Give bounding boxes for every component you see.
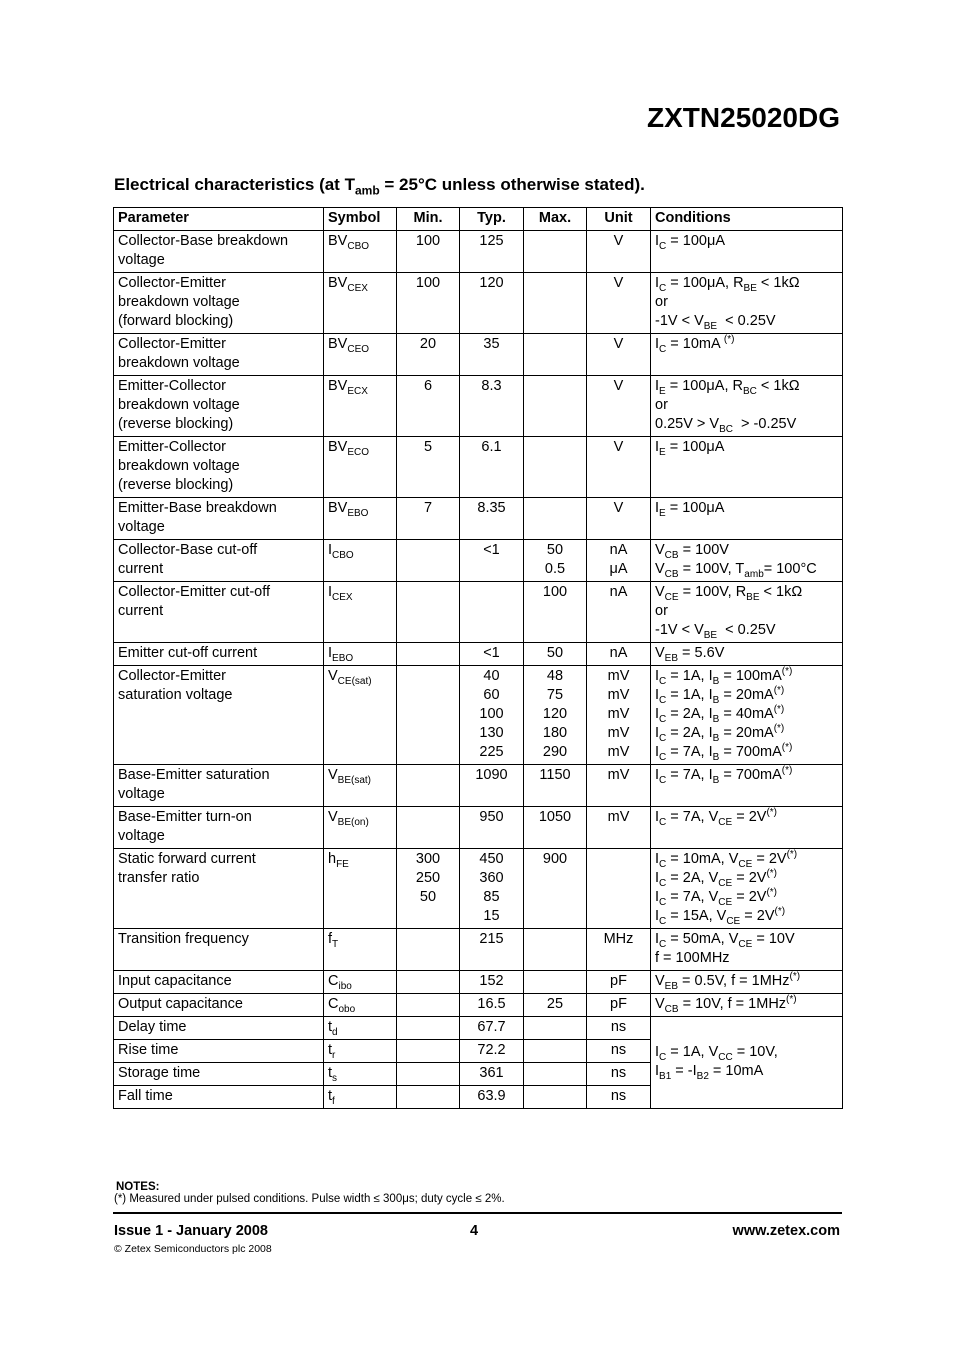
parameter-cell: Collector-Base breakdown voltage [114,231,324,273]
symbol-cell: $f_T$ [324,929,397,971]
parameter-cell: Emitter-Collector breakdown voltage (reverse blocking) [114,437,324,498]
max-cell [524,231,587,273]
conditions-cell: $I_C = 100\mu A$, $R_{BE} < 1k\Omega$ or $-1V < V_{BE} < 0.25V$ [651,273,843,334]
max-cell [524,929,587,971]
typ-cell: 6.1 [460,437,524,498]
typ-cell [460,582,524,643]
symbol-cell: $BV_{ECO}$ [324,437,397,498]
conditions-cell: $I_E = 100\mu A$, $R_{BC} < 1k\Omega$ or $0.25V > V_{BC} > -0.25V$ [651,376,843,437]
conditions-cell: $I_C = 1A$, $I_B = 100mA^{(*)}$ $I_C = 1A$, $I_B = 20mA^{(*)}$ $I_C = 2A$, $I_B = 40mA^{(*)}$ $I_C = 2A$, $I_B = 20mA^{(*)}$ $I_C = 7A$, $I_B = 700mA^{(*)}$ [651,666,843,765]
symbol-cell: $I_{CEX}$ [324,582,397,643]
table-row [114,334,843,376]
min-cell [397,1063,460,1086]
parameter-cell: Collector-Emitter breakdown voltage [114,334,324,376]
parameter-cell: Output capacitance [114,994,324,1017]
unit-cell: V [587,437,651,498]
typ-cell: <1 [460,643,524,666]
unit-cell: mV [587,765,651,807]
max-cell: 1050 [524,807,587,849]
typ-cell: 16.5 [460,994,524,1017]
max-cell [524,437,587,498]
unit-cell: nA [587,582,651,643]
symbol-cell: $h_{FE}$ [324,849,397,929]
symbol-cell: $V_{BE(on)}$ [324,807,397,849]
min-cell [397,994,460,1017]
symbol-cell: $t_d$ [324,1017,397,1040]
min-cell [397,765,460,807]
symbol-cell: $I_{EBO}$ [324,643,397,666]
min-cell: 300 250 50 [397,849,460,929]
symbol-cell: $BV_{CBO}$ [324,231,397,273]
table-row [114,1017,843,1040]
min-cell [397,582,460,643]
parameter-cell: Transition frequency [114,929,324,971]
unit-cell: nA [587,643,651,666]
symbol-cell: $t_f$ [324,1086,397,1109]
table-row [114,498,843,540]
min-cell: 100 [397,273,460,334]
parameter-cell: Input capacitance [114,971,324,994]
max-cell [524,334,587,376]
unit-cell: mV mV mV mV mV [587,666,651,765]
unit-cell: ns [587,1017,651,1040]
conditions-cell: $I_C = 100\mu A$ [651,231,843,273]
column-header: Symbol [324,208,397,231]
conditions-cell: $V_{CB} = 10V$, f = 1MHz(*) [651,994,843,1017]
table-row [114,994,843,1017]
max-cell: 25 [524,994,587,1017]
table-row [114,666,843,765]
typ-cell: 8.3 [460,376,524,437]
column-header: Unit [587,208,651,231]
unit-cell: V [587,231,651,273]
table-row [114,437,843,498]
typ-cell: 120 [460,273,524,334]
column-header: Min. [397,208,460,231]
conditions-cell: $I_E = 100\mu A$ [651,437,843,498]
conditions-cell: $I_C = 10mA$ (*) [651,334,843,376]
symbol-cell: $t_r$ [324,1040,397,1063]
symbol-cell: $V_{CE(sat)}$ [324,666,397,765]
symbol-cell: $V_{BE(sat)}$ [324,765,397,807]
unit-cell [587,849,651,929]
parameter-cell: Storage time [114,1063,324,1086]
notes-title: NOTES: [116,1181,160,1193]
column-header: Typ. [460,208,524,231]
max-cell [524,1040,587,1063]
unit-cell: nA μA [587,540,651,582]
max-cell: 50 0.5 [524,540,587,582]
symbol-cell: $C_{ibo}$ [324,971,397,994]
unit-cell: ns [587,1063,651,1086]
electrical-characteristics-table [113,207,843,1109]
table-row [114,807,843,849]
typ-cell: 950 [460,807,524,849]
min-cell: 7 [397,498,460,540]
max-cell [524,376,587,437]
typ-cell: 361 [460,1063,524,1086]
unit-cell: MHz [587,929,651,971]
parameter-cell: Delay time [114,1017,324,1040]
unit-cell: ns [587,1040,651,1063]
max-cell [524,1086,587,1109]
typ-cell: 72.2 [460,1040,524,1063]
min-cell: 20 [397,334,460,376]
typ-cell: <1 [460,540,524,582]
unit-cell: pF [587,994,651,1017]
max-cell: 900 [524,849,587,929]
table-row [114,765,843,807]
parameter-cell: Collector-Emitter cut-off current [114,582,324,643]
conditions-cell: $V_{CB} = 100V$ $V_{CB} = 100V$, $T_{amb}= 100^\circ C$ [651,540,843,582]
table-header-row [114,208,843,231]
max-cell: 1150 [524,765,587,807]
conditions-cell: $I_C = 7A$, $V_{CE} = 2V^{(*)}$ [651,807,843,849]
min-cell: 100 [397,231,460,273]
section-title: Electrical characteristics (at $T_{amb} = 25^\circ C$ unless otherwise stated). [114,175,645,198]
min-cell [397,540,460,582]
table-row [114,582,843,643]
max-cell: 100 [524,582,587,643]
min-cell [397,807,460,849]
table-row [114,273,843,334]
table-row [114,231,843,273]
typ-cell: 40 60 100 130 225 [460,666,524,765]
max-cell [524,1063,587,1086]
website: www.zetex.com [732,1223,840,1239]
parameter-cell: Rise time [114,1040,324,1063]
parameter-cell: Emitter-Collector breakdown voltage (reverse blocking) [114,376,324,437]
conditions-cell: $I_E = 100\mu A$ [651,498,843,540]
parameter-cell: Emitter cut-off current [114,643,324,666]
parameter-cell: Fall time [114,1086,324,1109]
parameter-cell: Collector-Emitter breakdown voltage (forward blocking) [114,273,324,334]
conditions-cell: $I_C = 7A$, $I_B = 700mA^{(*)}$ [651,765,843,807]
table-row [114,971,843,994]
min-cell [397,1040,460,1063]
page-number: 4 [470,1223,479,1239]
max-cell [524,971,587,994]
conditions-cell: $V_{CE} = 100V$, $R_{BE} < 1k\Omega$ or $-1V < V_{BE} < 0.25V$ [651,582,843,643]
notes [114,1181,505,1205]
part-number: ZXTN25020DG [647,102,840,133]
max-cell [524,1017,587,1040]
conditions-cell: $I_C = 1A$, $V_{CC} = 10V$, $I_{B1} = -I_{B2} = 10mA$ [651,1017,843,1109]
issue-date: Issue 1 - January 2008 [114,1223,268,1239]
copyright: © Zetex Semiconductors plc 2008 [114,1243,272,1255]
min-cell [397,1017,460,1040]
max-cell [524,273,587,334]
parameter-cell: Base-Emitter turn-on voltage [114,807,324,849]
typ-cell: 152 [460,971,524,994]
max-cell [524,498,587,540]
parameter-cell: Collector-Emitter saturation voltage [114,666,324,765]
table-row [114,849,843,929]
unit-cell: V [587,376,651,437]
unit-cell: mV [587,807,651,849]
max-cell: 48 75 120 180 290 [524,666,587,765]
min-cell [397,971,460,994]
column-header: Max. [524,208,587,231]
typ-cell: 125 [460,231,524,273]
column-header: Parameter [114,208,324,231]
footer-divider [113,1212,842,1214]
min-cell: 6 [397,376,460,437]
typ-cell: 63.9 [460,1086,524,1109]
min-cell [397,929,460,971]
typ-cell: 1090 [460,765,524,807]
symbol-cell: $BV_{CEO}$ [324,334,397,376]
typ-cell: 215 [460,929,524,971]
symbol-cell: $BV_{ECX}$ [324,376,397,437]
symbol-cell: $C_{obo}$ [324,994,397,1017]
unit-cell: ns [587,1086,651,1109]
parameter-cell: Static forward current transfer ratio [114,849,324,929]
typ-cell: 35 [460,334,524,376]
conditions-cell: $I_C = 10mA$, $V_{CE} = 2V^{(*)}$ $I_C = 2A$, $V_{CE} = 2V^{(*)}$ $I_C = 7A$, $V_{CE} = 2V^{(*)}$ $I_C = 15A$, $V_{CE} = 2V^{(*)}$ [651,849,843,929]
parameter-cell: Emitter-Base breakdown voltage [114,498,324,540]
parameter-cell: Collector-Base cut-off current [114,540,324,582]
table-row [114,376,843,437]
symbol-cell: $BV_{CEX}$ [324,273,397,334]
min-cell: 5 [397,437,460,498]
table-row [114,540,843,582]
min-cell [397,1086,460,1109]
column-header: Conditions [651,208,843,231]
min-cell [397,643,460,666]
unit-cell: V [587,498,651,540]
parameter-cell: Base-Emitter saturation voltage [114,765,324,807]
unit-cell: V [587,273,651,334]
max-cell: 50 [524,643,587,666]
conditions-cell: $I_C = 50mA$, $V_{CE} = 10V$ f = 100MHz [651,929,843,971]
unit-cell: pF [587,971,651,994]
typ-cell: 8.35 [460,498,524,540]
typ-cell: 450 360 85 15 [460,849,524,929]
symbol-cell: $I_{CBO}$ [324,540,397,582]
notes-text: (*) Measured under pulsed conditions. Pulse width ≤ 300μs; duty cycle ≤ 2%. [114,1193,505,1205]
conditions-cell: $V_{EB} = 5.6V$ [651,643,843,666]
conditions-cell: $V_{EB} = 0.5V$, f = 1MHz(*) [651,971,843,994]
min-cell [397,666,460,765]
table-row [114,929,843,971]
symbol-cell: $t_s$ [324,1063,397,1086]
symbol-cell: $BV_{EBO}$ [324,498,397,540]
typ-cell: 67.7 [460,1017,524,1040]
unit-cell: V [587,334,651,376]
table-row [114,643,843,666]
table-body [114,231,843,1109]
